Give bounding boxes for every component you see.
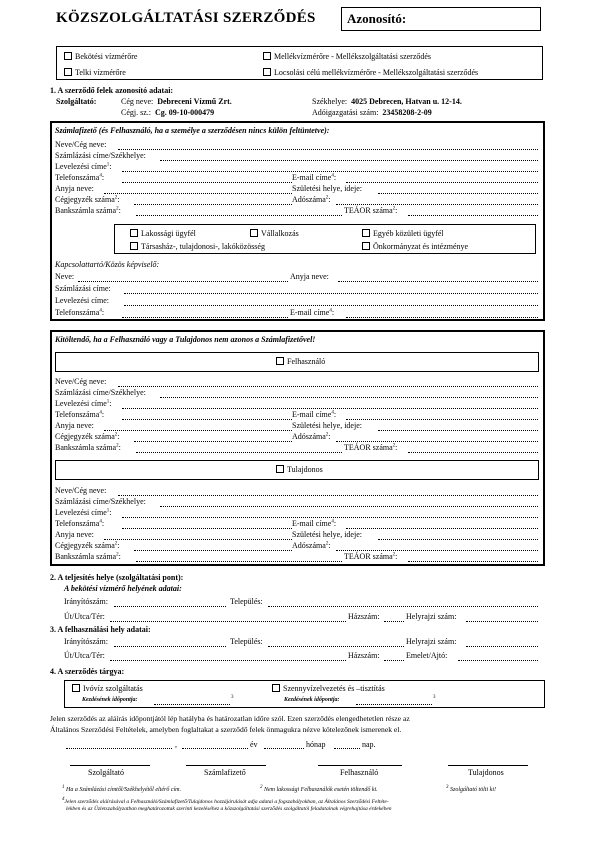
owner-bank-field[interactable] [136,561,342,562]
owner-option[interactable]: Tulajdonos [276,465,323,474]
owner-bank-label: Bankszámla száma$^2$: [55,552,121,561]
user-tax-label: Adószáma$^2$: [292,432,331,441]
payer-email-label: E-mail címe$^4$: [292,173,337,182]
owner-tax-field[interactable] [336,550,538,551]
user-phone-field[interactable] [122,419,292,420]
start-date-2-label: Kezdésének időpontja: [284,697,340,703]
user-tax-field[interactable] [336,441,538,442]
date-month-field[interactable] [264,748,304,749]
payer-mother-label: Anyja neve: [55,184,94,193]
owner-billing-field[interactable] [160,506,538,507]
owner-name-label: Neve/Cég neve: [55,486,107,495]
user-owner-heading: Kitöltendő, ha a Felhasználó vagy a Tulajdonos nem azonos a Számlafizetővel! [55,335,316,344]
s2-street-field[interactable] [110,621,346,622]
contact-billing-label: Számlázási címe: [55,284,111,293]
user-option[interactable]: Felhasználó [276,357,325,366]
checkbox-icon[interactable] [64,68,72,76]
signature-provider-label: Szolgáltató [88,768,124,777]
footnote-4-line-2: lekben és az Üzletszabályzatban meghatározottak szerinti kezeléséhez a közszolgáltatási szerződés szolgáltatói feladatainak végrehajtása érdekében [66,806,392,812]
payer-tax-label: Adószáma$^2$: [292,195,331,204]
s3-city-field[interactable] [268,646,404,647]
footnote-ref-3a: 3 [231,695,234,700]
owner-reg-field[interactable] [134,550,292,551]
user-bank-label: Bankszámla száma$^2$: [55,443,121,452]
opt-condominium[interactable]: Társasház-, tulajdonosi-, lakóközösség [130,242,265,251]
contact-mail-label: Levelezési címe: [55,296,109,305]
payer-name-label: Neve/Cég neve: [55,140,107,149]
footnote-4-line-1: 4Jelen szerződés aláírásával a Felhasználó/Számlafizető/Tulajdonos hozzájárulását adja adatai a fogszabályokban, az Általános Szerződési Feltéte- [62,797,389,805]
owner-billing-label: Számlázási címe/Székhelye: [55,497,146,506]
footnote-1: $^1$ Ha a Számlázási címtől/Székhelyétől eltérő cím. [62,785,181,793]
checkbox-icon[interactable] [272,684,280,692]
checkbox-icon[interactable] [362,229,370,237]
id-field[interactable] [341,7,541,31]
id-label: Azonosító: [347,11,407,26]
start-date-2-field[interactable] [356,704,432,705]
user-birth-field[interactable] [378,430,538,431]
contact-mother-field[interactable] [338,281,538,282]
s2-house-field[interactable] [384,621,404,622]
checkbox-icon[interactable] [276,357,284,365]
opt-municipality[interactable]: Önkormányzat és intézménye [362,242,468,251]
contact-billing-field[interactable] [124,293,538,294]
payer-mother-field[interactable] [104,193,292,194]
section-3-heading: 3. A felhasználási hely adatai: [50,625,151,634]
s3-street-label: Út/Utca/Tér: [64,651,105,660]
contact-heading: Kapcsolattartó/Közös képviselő: [55,260,160,269]
owner-mother-label: Anyja neve: [55,530,94,539]
s2-house-label: Házszám: [348,612,380,621]
s2-city-field[interactable] [268,606,538,607]
s2-zip-field[interactable] [114,606,226,607]
owner-name-field[interactable] [118,495,538,496]
section-1-heading: 1. A szerződő felek azonosító adatai: [50,86,174,95]
s3-floor-field[interactable] [458,660,538,661]
checkbox-icon[interactable] [263,68,271,76]
s3-city-label: Település: [230,637,263,646]
reg-no-row: Cégj. sz.: Cg. 09-10-000479 [121,108,215,117]
user-email-label: E-mail címe$^4$: [292,410,337,419]
s3-floor-label: Emelet/Ajtó: [406,651,448,660]
opt-business[interactable]: Vállalkozás [250,229,299,238]
payer-email-field[interactable] [346,182,538,183]
signature-line-provider[interactable] [70,765,150,766]
provider-label: Szolgáltató: [56,97,97,106]
checkbox-icon[interactable] [64,52,72,60]
checkbox-icon[interactable] [362,242,370,250]
owner-phone-label: Telefonszáma$^4$: [55,519,105,528]
owner-email-field[interactable] [346,528,538,529]
payer-teaor-field[interactable] [408,215,538,216]
payer-mail-field[interactable] [122,171,538,172]
start-date-1-label: Kezdésének időpontja: [82,697,138,703]
opt-residential[interactable]: Lakossági ügyfél [130,229,196,238]
payer-name-field[interactable] [118,149,538,150]
signature-owner-label: Tulajdonos [468,768,504,777]
hq-row: Székhelye: 4025 Debrecen, Hatvan u. 12-14. [312,97,462,106]
owner-birth-label: Születési helye, ideje: [292,530,362,539]
signature-line-owner[interactable] [448,765,528,766]
opt-other-public[interactable]: Egyéb közületi ügyfél [362,229,444,238]
contact-email-label: E-mail címe$^4$: [290,308,335,317]
contact-mother-label: Anyja neve: [290,272,329,281]
payer-tax-field[interactable] [336,204,538,205]
checkbox-icon[interactable] [130,229,138,237]
user-billing-label: Számlázási címe/Székhelye: [55,388,146,397]
type-option-lot-meter[interactable]: Telki vízmérőre [64,68,126,77]
contact-email-field[interactable] [346,317,538,318]
user-mother-field[interactable] [104,430,292,431]
contact-name-label: Neve: [55,272,75,281]
s3-house-field[interactable] [384,660,404,661]
type-option-meter[interactable]: Bekötési vízmérőre [64,52,137,61]
user-reg-field[interactable] [134,441,292,442]
signature-line-user[interactable] [318,765,402,766]
payer-billing-field[interactable] [160,160,538,161]
date-place-field[interactable] [66,748,172,749]
type-option-submeter[interactable]: Mellékvízmérőre - Mellékszolgáltatási szerződés [263,52,431,61]
user-phone-label: Telefonszáma$^4$: [55,410,105,419]
user-teaor-label: TEÁOR száma$^2$: [344,443,398,452]
contact-mail-field[interactable] [124,305,538,306]
type-option-irrigation[interactable]: Locsolási célú mellékvízmérőre - Mellékszolgáltatási szerződés [263,68,478,77]
s2-lot-field[interactable] [466,621,538,622]
payer-bank-label: Bankszámla száma$^2$: [55,206,121,215]
payer-reg-label: Cégjegyzék száma$^2$: [55,195,120,204]
company-name-row: Cég neve: Debreceni Vízmű Zrt. [121,97,232,106]
s2-zip-label: Irányítószám: [64,597,108,606]
date-day-field[interactable] [334,748,360,749]
body-text-line-2: Általános Szerződési Feltételek, amelyben foglaltakat a szerződő felek önmagukra nézve kötelezőnek ismerenek el. [50,725,402,734]
page-title: KÖZSZOLGÁLTATÁSI SZERZŐDÉS [56,10,316,26]
payer-teaor-label: TEÁOR száma$^2$: [344,206,398,215]
date-year-field[interactable] [182,748,248,749]
s2-city-label: Település: [230,597,263,606]
owner-reg-label: Cégjegyzék száma$^2$: [55,541,120,550]
payer-mail-label: Levelezési címe$^1$: [55,162,112,171]
owner-email-label: E-mail címe$^4$: [292,519,337,528]
payer-phone-label: Telefonszáma$^4$: [55,173,105,182]
owner-mother-field[interactable] [104,539,292,540]
s2-street-label: Út/Utca/Tér: [64,612,105,621]
contact-phone-field[interactable] [122,317,288,318]
owner-tax-label: Adószáma$^2$: [292,541,331,550]
s3-lot-field[interactable] [466,646,538,647]
user-email-field[interactable] [346,419,538,420]
user-name-field[interactable] [118,386,538,387]
owner-teaor-field[interactable] [408,561,538,562]
user-reg-label: Cégjegyzék száma$^2$: [55,432,120,441]
footnote-3: $^3$ Szolgáltató tölti ki! [446,785,496,793]
s3-zip-label: Irányítószám: [64,637,108,646]
tax-row: Adóigazgatási szám: 23458208-2-09 [312,108,432,117]
user-teaor-field[interactable] [408,452,538,453]
checkbox-icon[interactable] [130,242,138,250]
user-mail-field[interactable] [122,408,538,409]
footnote-2: $^2$ Nem lakossági Felhasználók esetén töltendő ki. [260,785,378,793]
signature-payer-label: Számlafizető [204,768,246,777]
payer-reg-field[interactable] [134,204,292,205]
year-label: év [250,740,258,749]
checkbox-icon[interactable] [276,465,284,473]
owner-teaor-label: TEÁOR száma$^2$: [344,552,398,561]
signature-user-label: Felhasználó [340,768,379,777]
s3-lot-label: Helyrajzi szám: [406,637,457,646]
owner-mail-field[interactable] [122,517,538,518]
payer-birth-label: Születési helye, ideje: [292,184,362,193]
s3-street-field[interactable] [110,660,346,661]
owner-mail-label: Levelezési címe$^1$: [55,508,112,517]
checkbox-icon[interactable] [263,52,271,60]
start-date-1-field[interactable] [154,704,230,705]
section-2-sub: A bekötési vízmérő helyének adatai: [64,584,182,593]
checkbox-icon[interactable] [72,684,80,692]
section-4-heading: 4. A szerződés tárgya: [50,667,125,676]
day-label: nap. [362,740,376,749]
contact-name-field[interactable] [78,281,288,282]
section-2-heading: 2. A teljesítés helye (szolgáltatási pont): [50,573,184,582]
payer-bank-field[interactable] [136,215,342,216]
user-bank-field[interactable] [136,452,342,453]
opt-wastewater[interactable]: Szennyvízelvezetés és –tisztítás [272,684,385,693]
opt-drinking-water[interactable]: Ivóvíz szolgáltatás [72,684,143,693]
user-birth-label: Születési helye, ideje: [292,421,362,430]
user-mother-label: Anyja neve: [55,421,94,430]
payer-heading: Számlafizető (és Felhasználó, ha a személye a szerződésen nincs külön feltüntetve): [55,126,330,135]
s3-zip-field[interactable] [114,646,226,647]
contact-phone-label: Telefonszáma$^4$: [55,308,105,317]
checkbox-icon[interactable] [250,229,258,237]
month-label: hónap [306,740,326,749]
user-name-label: Neve/Cég neve: [55,377,107,386]
user-mail-label: Levelezési címe$^1$: [55,399,112,408]
payer-phone-field[interactable] [122,182,292,183]
s3-house-label: Házszám: [348,651,380,660]
s2-lot-label: Helyrajzi szám: [406,612,457,621]
owner-phone-field[interactable] [122,528,292,529]
payer-birth-field[interactable] [378,193,538,194]
owner-birth-field[interactable] [378,539,538,540]
body-text-line-1: Jelen szerződés az aláírás időpontjától lép hatályba és határozatlan időre szól. Ezen szerződés elengedhetetlen része az [50,714,410,723]
user-billing-field[interactable] [160,397,538,398]
payer-billing-label: Számlázási címe/Székhelye: [55,151,146,160]
signature-line-payer[interactable] [186,765,266,766]
footnote-ref-3b: 3 [433,695,436,700]
